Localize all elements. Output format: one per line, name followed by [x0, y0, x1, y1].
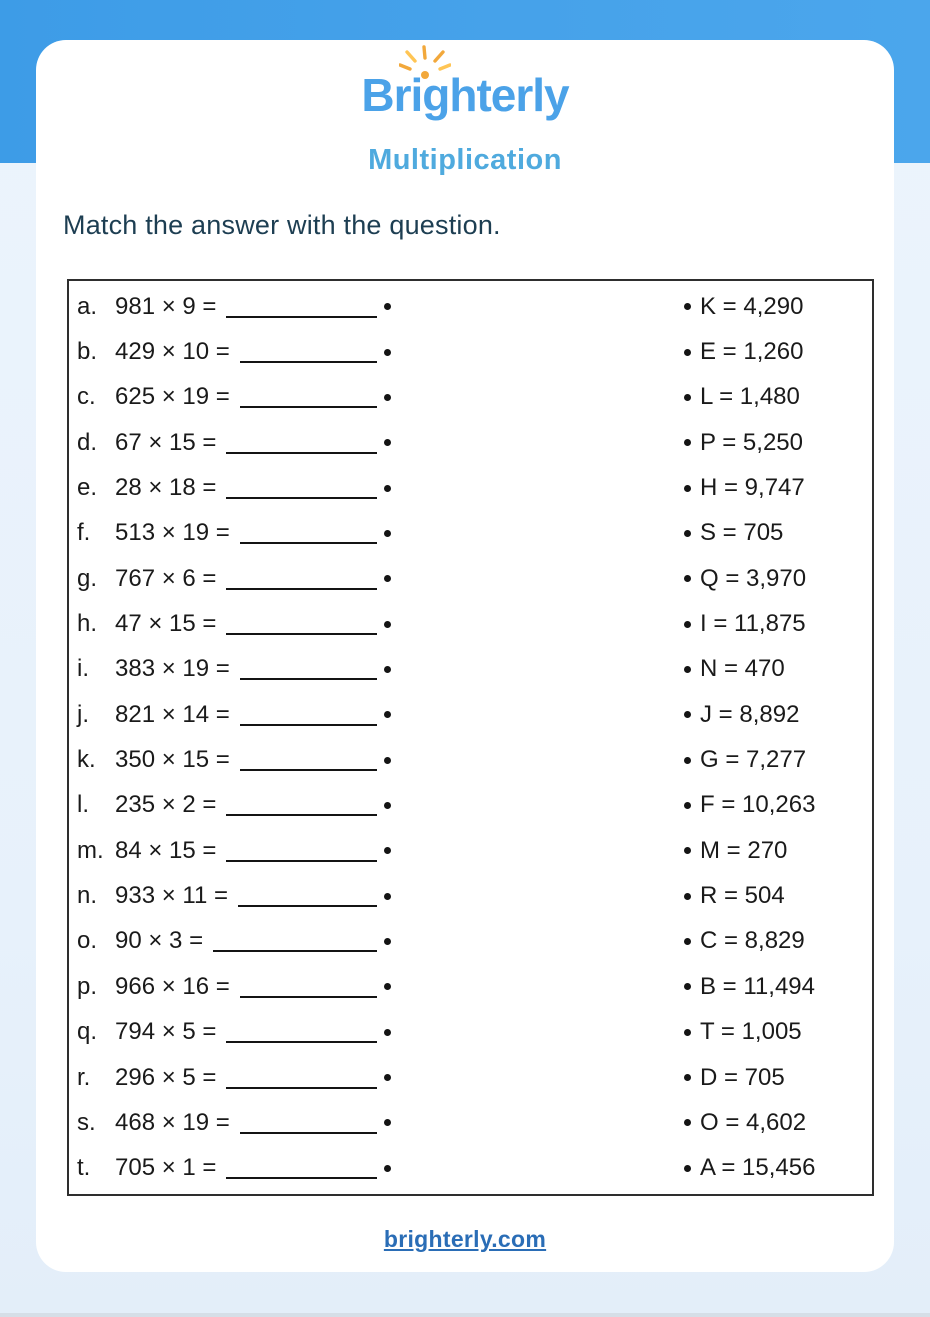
row-question: 84 × 15 =: [115, 836, 217, 864]
table-row: [69, 783, 872, 828]
answer-blank[interactable]: [226, 588, 377, 590]
answer-text: R = 504: [700, 882, 785, 910]
worksheet-card: [36, 40, 894, 1272]
answer-text: T = 1,005: [700, 1018, 802, 1046]
table-row: [69, 1010, 872, 1055]
answer-blank[interactable]: [240, 542, 377, 544]
row-question: 47 × 15 =: [115, 610, 217, 638]
answer-area: [684, 973, 872, 1001]
answer-blank[interactable]: [240, 769, 377, 771]
table-row: [69, 737, 872, 782]
table-row: [69, 1146, 872, 1191]
question-area: [69, 1154, 391, 1182]
answer-blank[interactable]: [240, 1132, 377, 1134]
row-question: 821 × 14 =: [115, 700, 230, 728]
answer-blank[interactable]: [213, 950, 377, 952]
match-dot-left[interactable]: [384, 1029, 391, 1036]
question-area: [69, 293, 391, 321]
question-area: [69, 746, 391, 774]
answer-text: P = 5,250: [700, 428, 803, 456]
match-dot-right[interactable]: [684, 485, 691, 492]
answer-blank[interactable]: [226, 452, 377, 454]
matching-table: [67, 279, 874, 1196]
match-dot-right[interactable]: [684, 893, 691, 900]
match-dot-left[interactable]: [384, 711, 391, 718]
question-area: [69, 701, 391, 729]
answer-area: [684, 655, 872, 683]
table-row: [69, 919, 872, 964]
answer-text: J = 8,892: [700, 700, 800, 728]
answer-area: [684, 837, 872, 865]
answer-blank[interactable]: [240, 724, 377, 726]
answer-area: [684, 1064, 872, 1092]
row-letter: a.: [77, 292, 98, 320]
table-row: [69, 1055, 872, 1100]
match-dot-right[interactable]: [684, 711, 691, 718]
match-dot-right[interactable]: [684, 802, 691, 809]
match-dot-left[interactable]: [384, 893, 391, 900]
answer-blank[interactable]: [226, 316, 377, 318]
answer-area: [684, 383, 872, 411]
row-question: 981 × 9 =: [115, 292, 217, 320]
row-letter: q.: [77, 1018, 98, 1046]
question-area: [69, 610, 391, 638]
answer-text: M = 270: [700, 836, 788, 864]
row-letter: s.: [77, 1108, 96, 1136]
row-question: 429 × 10 =: [115, 338, 230, 366]
answer-text: S = 705: [700, 519, 784, 547]
answer-blank[interactable]: [226, 814, 377, 816]
match-dot-right[interactable]: [684, 621, 691, 628]
row-letter: d.: [77, 428, 98, 456]
row-question: 767 × 6 =: [115, 564, 217, 592]
row-question: 468 × 19 =: [115, 1108, 230, 1136]
answer-blank[interactable]: [226, 497, 377, 499]
brighterly-logo-text: Brighterly: [361, 69, 569, 121]
row-question: 350 × 15 =: [115, 746, 230, 774]
answer-blank[interactable]: [238, 905, 377, 907]
row-letter: j.: [77, 700, 89, 728]
answer-area: [684, 293, 872, 321]
match-dot-right[interactable]: [684, 1119, 691, 1126]
match-dot-right[interactable]: [684, 938, 691, 945]
answer-area: [684, 882, 872, 910]
question-area: [69, 837, 391, 865]
row-letter: n.: [77, 882, 98, 910]
answer-area: [684, 429, 872, 457]
row-letter: e.: [77, 474, 98, 502]
match-dot-left[interactable]: [384, 938, 391, 945]
row-letter: f.: [77, 519, 91, 547]
table-row: [69, 647, 872, 692]
table-row: [69, 465, 872, 510]
match-dot-left[interactable]: [384, 1074, 391, 1081]
answer-blank[interactable]: [226, 860, 377, 862]
match-dot-right[interactable]: [684, 757, 691, 764]
row-letter: o.: [77, 927, 98, 955]
answer-text: D = 705: [700, 1063, 785, 1091]
table-row: [69, 556, 872, 601]
question-area: [69, 655, 391, 683]
answer-area: [684, 565, 872, 593]
answer-blank[interactable]: [240, 406, 377, 408]
row-question: 67 × 15 =: [115, 428, 217, 456]
match-dot-left[interactable]: [384, 1165, 391, 1172]
instruction-text: Match the answer with the question.: [63, 210, 501, 240]
match-dot-right[interactable]: [684, 439, 691, 446]
question-area: [69, 1018, 391, 1046]
match-dot-left[interactable]: [384, 621, 391, 628]
match-dot-left[interactable]: [384, 802, 391, 809]
match-dot-left[interactable]: [384, 349, 391, 356]
row-letter: k.: [77, 746, 96, 774]
match-dot-left[interactable]: [384, 757, 391, 764]
answer-blank[interactable]: [240, 678, 377, 680]
match-dot-right[interactable]: [684, 1074, 691, 1081]
row-letter: t.: [77, 1154, 91, 1182]
answer-text: Q = 3,970: [700, 564, 807, 592]
answer-text: L = 1,480: [700, 383, 800, 411]
answer-area: [684, 1018, 872, 1046]
row-letter: g.: [77, 564, 98, 592]
question-area: [69, 1064, 391, 1092]
question-area: [69, 973, 391, 1001]
match-dot-right[interactable]: [684, 394, 691, 401]
table-row: [69, 284, 872, 329]
row-question: 625 × 19 =: [115, 383, 230, 411]
question-area: [69, 383, 391, 411]
question-area: [69, 565, 391, 593]
row-question: 383 × 19 =: [115, 655, 230, 683]
row-letter: c.: [77, 383, 96, 411]
question-area: [69, 474, 391, 502]
answer-text: I = 11,875: [700, 610, 806, 638]
answer-text: G = 7,277: [700, 746, 807, 774]
match-dot-left[interactable]: [384, 394, 391, 401]
match-dot-right[interactable]: [684, 303, 691, 310]
answer-area: [684, 927, 872, 955]
row-question: 28 × 18 =: [115, 474, 217, 502]
answer-text: C = 8,829: [700, 927, 805, 955]
match-dot-left[interactable]: [384, 303, 391, 310]
match-dot-left[interactable]: [384, 983, 391, 990]
answer-area: [684, 338, 872, 366]
match-dot-right[interactable]: [684, 1165, 691, 1172]
answer-blank[interactable]: [226, 1087, 377, 1089]
answer-text: F = 10,263: [700, 791, 816, 819]
answer-text: H = 9,747: [700, 474, 805, 502]
row-letter: r.: [77, 1063, 91, 1091]
match-dot-right[interactable]: [684, 575, 691, 582]
answer-area: [684, 610, 872, 638]
match-dot-right[interactable]: [684, 530, 691, 537]
question-area: [69, 338, 391, 366]
answer-area: [684, 474, 872, 502]
answer-area: [684, 701, 872, 729]
row-letter: h.: [77, 610, 98, 638]
match-dot-right[interactable]: [684, 1029, 691, 1036]
answer-area: [684, 746, 872, 774]
bottom-strip: [0, 1313, 930, 1317]
answer-text: A = 15,456: [700, 1154, 816, 1182]
answer-text: N = 470: [700, 655, 785, 683]
answer-area: [684, 1109, 872, 1137]
answer-blank[interactable]: [240, 996, 377, 998]
question-area: [69, 882, 391, 910]
footer-link[interactable]: brighterly.com: [383, 1226, 547, 1252]
answer-text: B = 11,494: [700, 972, 815, 1000]
match-dot-right[interactable]: [684, 983, 691, 990]
table-row: [69, 511, 872, 556]
answer-blank[interactable]: [226, 633, 377, 635]
answer-area: [684, 791, 872, 819]
answer-area: [684, 519, 872, 547]
match-dot-left[interactable]: [384, 530, 391, 537]
table-row: [69, 828, 872, 873]
row-question: 966 × 16 =: [115, 972, 230, 1000]
question-area: [69, 519, 391, 547]
match-dot-left[interactable]: [384, 666, 391, 673]
table-row: [69, 692, 872, 737]
row-question: 794 × 5 =: [115, 1018, 217, 1046]
match-dot-left[interactable]: [384, 439, 391, 446]
match-dot-left[interactable]: [384, 575, 391, 582]
match-dot-left[interactable]: [384, 1119, 391, 1126]
page-title: Multiplication: [368, 144, 562, 176]
question-area: [69, 927, 391, 955]
match-dot-left[interactable]: [384, 485, 391, 492]
table-row: [69, 375, 872, 420]
row-letter: b.: [77, 338, 98, 366]
footer: [36, 1226, 894, 1253]
row-letter: m.: [77, 836, 104, 864]
table-row: [69, 329, 872, 374]
answer-blank[interactable]: [226, 1041, 377, 1043]
match-dot-right[interactable]: [684, 666, 691, 673]
match-dot-right[interactable]: [684, 847, 691, 854]
answer-text: K = 4,290: [700, 292, 804, 320]
table-row: [69, 873, 872, 918]
match-dot-left[interactable]: [384, 847, 391, 854]
row-question: 513 × 19 =: [115, 519, 230, 547]
table-row: [69, 964, 872, 1009]
row-letter: p.: [77, 972, 98, 1000]
match-dot-right[interactable]: [684, 349, 691, 356]
question-area: [69, 791, 391, 819]
row-letter: i.: [77, 655, 89, 683]
answer-text: O = 4,602: [700, 1108, 807, 1136]
row-question: 296 × 5 =: [115, 1063, 217, 1091]
question-area: [69, 1109, 391, 1137]
row-question: 90 × 3 =: [115, 927, 204, 955]
question-area: [69, 429, 391, 457]
answer-area: [684, 1154, 872, 1182]
answer-blank[interactable]: [240, 361, 377, 363]
row-question: 705 × 1 =: [115, 1154, 217, 1182]
row-question: 235 × 2 =: [115, 791, 217, 819]
row-letter: l.: [77, 791, 89, 819]
table-row: [69, 601, 872, 646]
table-row: [69, 1100, 872, 1145]
answer-text: E = 1,260: [700, 338, 804, 366]
row-question: 933 × 11 =: [115, 882, 228, 910]
answer-blank[interactable]: [226, 1177, 377, 1179]
table-row: [69, 420, 872, 465]
